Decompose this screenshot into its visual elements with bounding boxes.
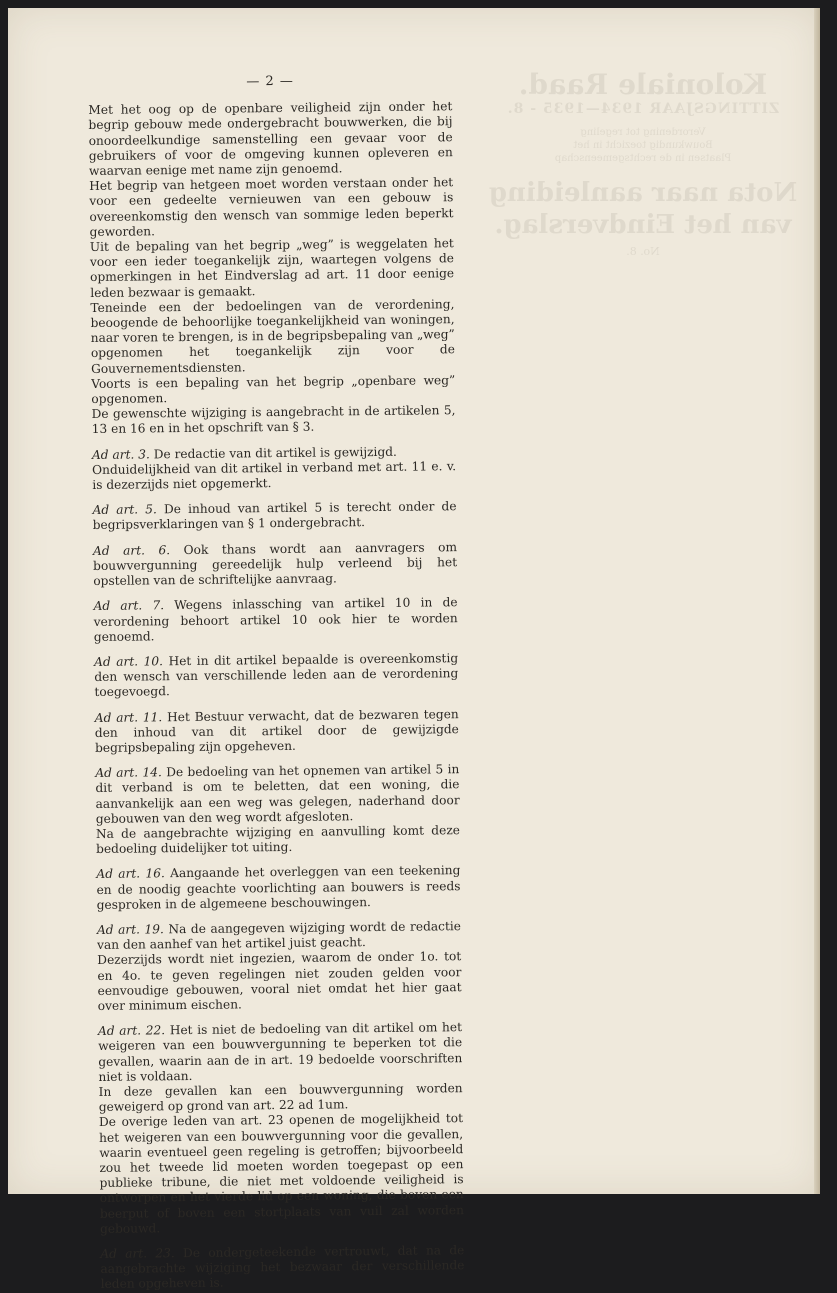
- bleed-number: No. 8.: [626, 245, 660, 258]
- section-text: De inhoud van artikel 5 is terecht onder de begripsverklaringen van § 1 ondergebracht.: [92, 499, 457, 533]
- section-paragraph: [95, 762, 460, 827]
- article-reference: Ad art. 11.: [94, 709, 163, 725]
- section-paragraph: [97, 919, 461, 953]
- section-text: De redactie van dit artikel is gewijzigd.: [153, 444, 397, 462]
- section-paragraph: [93, 540, 457, 589]
- section-paragraph: In deze gevallen kan een bouwvergunning worden geweigerd op grond van art. 22 ad 1um.: [98, 1081, 463, 1115]
- article-reference: Ad art. 19.: [96, 922, 164, 937]
- section-art-23: [100, 1243, 464, 1292]
- section-text: Aangaande het overleggen van een teekening en de noodig geachte voorlichting aan bouwers is reeds gesproken in de algemeene beschouwingen.: [96, 863, 461, 912]
- section-art-14: [95, 762, 460, 857]
- intro-block: [88, 99, 455, 437]
- bleed-small-text: [478, 126, 808, 165]
- bleed-small-line: Plaatsen in de rechtsgemeenschap: [554, 153, 732, 164]
- document-page: [8, 8, 820, 1292]
- article-reference: Ad art. 6.: [92, 542, 171, 558]
- section-text: Na de aangegeven wijziging wordt de redactie van den aanhef van het artikel juist geacht.: [97, 919, 461, 953]
- section-art-7: [93, 595, 457, 644]
- section-paragraph: [96, 863, 460, 912]
- bleed-small-line: Bouwkundig toezicht in het: [573, 140, 713, 151]
- section-art-19: [97, 919, 462, 1014]
- section-text: De bedoeling van het opnemen van artikel 5 in dit verband is om te beletten, dat een woning, die aanvankelijk aan een weg was gelegen, naderhand door gebouwen van den weg wordt afgesloten.: [95, 762, 460, 826]
- bleed-through-text: [478, 70, 808, 258]
- article-reference: Ad art. 22.: [97, 1023, 166, 1039]
- intro-paragraph: Het begrip van hetgeen moet worden verstaan onder het voor een gedeelte vernieuwen van een gebouw is overeenkomstig den wensch van sommige leden beperkt geworden.: [89, 175, 454, 239]
- intro-paragraph: Uit de bepaling van het begrip „weg” is weggelaten het voor een ieder toegankelijk zijn, waartegen volgens de opmerkingen in het Eindverslag ad art. 11 door eenige leden bezwaar is gemaakt.: [89, 236, 455, 300]
- bleed-small-line: Verordening tot regeling: [580, 127, 706, 138]
- article-reference: Ad art. 23.: [100, 1246, 175, 1261]
- section-paragraph: Na de aangebrachte wijziging en aanvulling komt deze bedoeling duidelijker tot uiting.: [95, 823, 460, 857]
- article-reference: Ad art. 7.: [93, 598, 165, 614]
- section-text: Het Bestuur verwacht, dat de bezwaren tegen den inhoud van dit artikel door de gewijzigde begripsbepaling zijn opgeheven.: [94, 706, 459, 755]
- section-art-3: [92, 444, 456, 493]
- page-body: [88, 72, 465, 1292]
- section-art-6: [93, 540, 457, 589]
- section-text: Wegens inlassching van artikel 10 in de verordening behoort artikel 10 ook hier te worden genoemd.: [93, 595, 458, 644]
- article-reference: Ad art. 14.: [95, 765, 162, 781]
- intro-paragraph: Met het oog op de openbare veiligheid zijn onder het begrip gebouw mede ondergebracht bouwwerken, die bij onoordeelkundige samenstelling een gevaar voor de gebruikers of voor de omgeving kunnen opleveren en waarvan eenige met name zijn genoemd.: [88, 99, 453, 179]
- intro-paragraph: Teneinde een der bedoelingen van de verordening, beoogende de behoorlijke toegankelijkheid van woningen, naar voren te brengen, is in de begripsbepaling van „weg” opgenomen het toegankelijk zijn voor de Gouvernementsdiensten.: [90, 297, 455, 376]
- section-paragraph: Dezerzijds wordt niet ingezien, waarom de onder 1o. tot en 4o. te geven regelingen niet zouden gelden voor eenvoudige gebouwen, vooral niet omdat het hier gaat over minimum eischen.: [97, 949, 462, 1013]
- bleed-session: ZITTINGSJAAR 1934—1935 - 8.: [506, 101, 780, 117]
- section-paragraph: Onduidelijkheid van dit artikel in verband met art. 11 e. v. is dezerzijds niet opgemerkt.: [92, 459, 457, 493]
- section-paragraph: [100, 1243, 464, 1292]
- section-art-11: [95, 707, 459, 756]
- section-text: Ook thans wordt aan aanvragers om bouwvergunning gereedelijk hulp verleend bij het opstellen van de schriftelijke aanvraag.: [93, 539, 458, 589]
- section-paragraph: De overige leden van art. 23 openen de mogelijkheid tot het weigeren van een bouwvergunning voor die gevallen, waarin eventueel geen regeling is getroffen; bijvoorbeeld zou het tweede lid moeten worden toegepast op een publieke tribune, die niet met voldoende veiligheid is ontworpen en het vierde lid op een woning, die boven een beerput of boven een stortplaats van vuil zal worden gebouwd.: [98, 1111, 464, 1236]
- section-art-5: [92, 499, 456, 533]
- section-art-16: [96, 863, 460, 912]
- section-paragraph: [95, 707, 459, 756]
- section-art-22: [98, 1020, 464, 1237]
- article-reference: Ad art. 10.: [94, 654, 164, 669]
- section-text: De ondergeteekende vertrouwt, dat na de aangebrachte wijziging het bezwaar der verschillende leden opgeheven is.: [100, 1243, 465, 1292]
- section-paragraph: [93, 595, 457, 644]
- section-art-10: [94, 651, 458, 700]
- article-reference: Ad art. 5.: [92, 502, 157, 518]
- article-reference: Ad art. 3.: [91, 447, 150, 462]
- intro-paragraph: De gewenschte wijziging is aangebracht in de artikelen 5, 13 en 16 en in het opschrift van § 3.: [91, 403, 456, 437]
- intro-paragraph: Voorts is een bepaling van het begrip „openbare weg” opgenomen.: [91, 373, 456, 407]
- section-paragraph: [98, 1020, 463, 1085]
- bleed-title: Koloniale Raad.: [518, 68, 768, 101]
- page-edge: [814, 8, 820, 1194]
- section-paragraph: [92, 499, 456, 533]
- bleed-heading: Nota naar aanleiding van het Eindverslag.: [488, 178, 798, 240]
- section-text: Het in dit artikel bepaalde is overeenkomstig den wensch van verschillende leden aan de verordening toegevoegd.: [94, 651, 459, 700]
- article-reference: Ad art. 16.: [96, 866, 165, 882]
- page-number: — 2 —: [246, 73, 294, 90]
- section-text: Het is niet de bedoeling van dit artikel om het weigeren van een bouwvergunning te beperken tot die gevallen, waarin aan de in art. 19 bedoelde voorschriften niet is voldaan.: [98, 1020, 463, 1084]
- section-paragraph: [94, 651, 458, 700]
